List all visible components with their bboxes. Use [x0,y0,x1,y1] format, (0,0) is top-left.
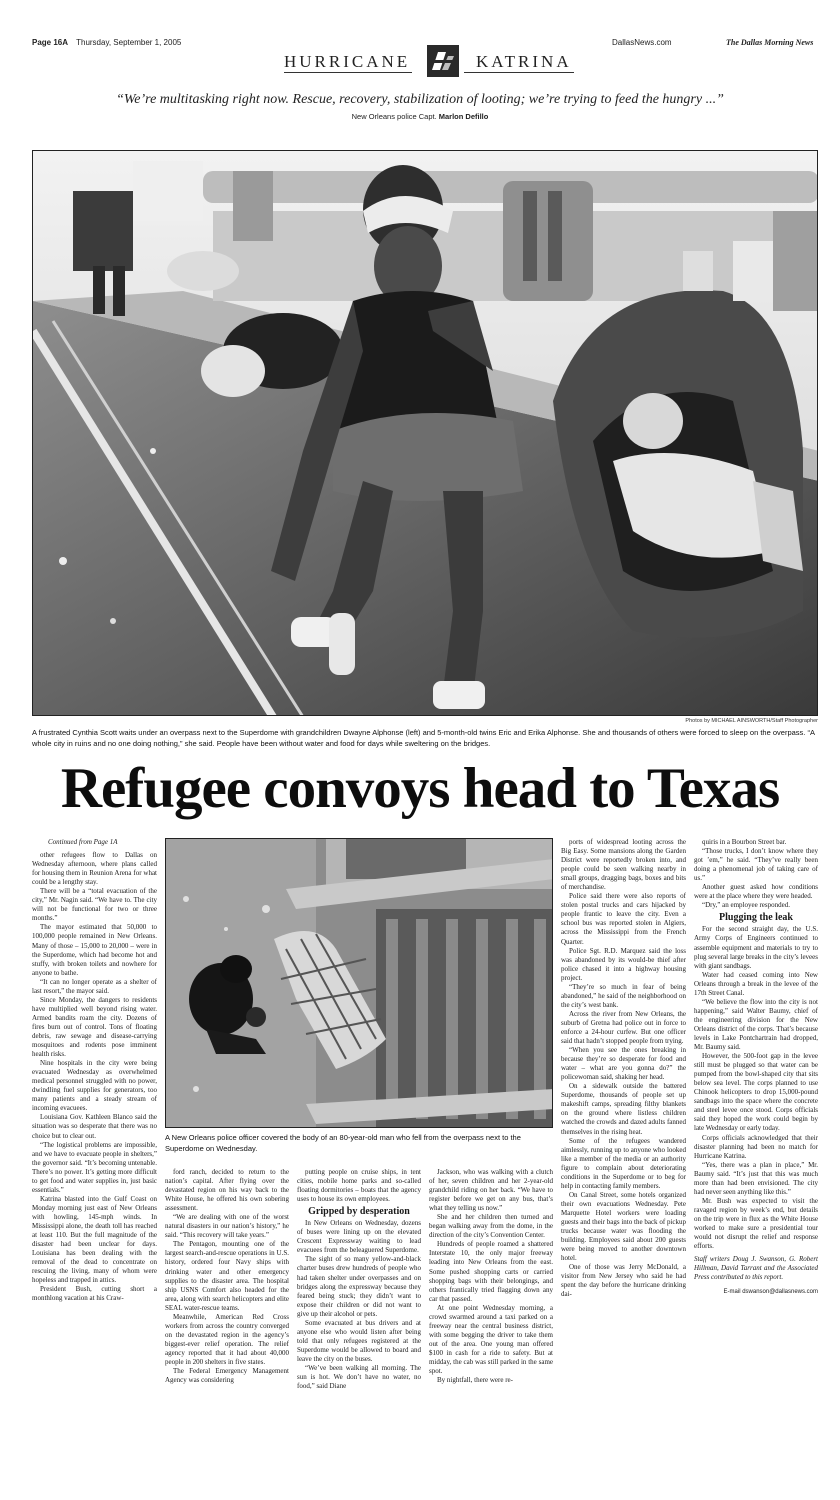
paragraph: For the second straight day, the U.S. Army Corps of Engineers continued to assemble equipment and materials to try to plug several large breaks in the city’s levees with giant sandbags. [694,925,818,970]
paragraph: One of those was Jerry McDonald, a visitor from New Jersey who said he had spent the day before the hurricane drinking dai- [561,1263,686,1299]
paragraph: By nightfall, there were re- [437,1376,513,1385]
paragraph: Some of the refugees wandered aimlessly, running up to anyone who looked like a member of the media or an authority figure to complain about deteriorating conditions in the Superdome or to beg for help in contacting family members. [561,1136,686,1190]
section-rule-right [464,72,574,73]
main-caption-rest: She and thousands of others were forced to sleep on the overpass. “A whole city in ruins and no one doing nothing,” she said. People have been without water and food for days while sweltering on the bridges. [32,728,815,748]
story-column-2 [165,1168,289,1478]
paragraph: However, the 500-foot gap in the levee still must be plugged so that water can be pumped from the bowl-shaped city that sits below sea level. The corps planned to use Chinook helicopters to drop 15,000-pound sandbags into the space where the concrete and steel levee once stood. Corps officials said they hoped the work could begin by late Wednesday or early today. [694,1052,818,1133]
paragraph: Police said there were also reports of stolen postal trucks and cars hijacked by people frantic to leave the city. Even a school bus was reported stolen in Algiers, across the Mississippi from the French Quarter. [561,892,686,946]
paragraph: putting people on cruise ships, in tent cities, mobile home parks and so-called floating dormitories – boats that the agency uses to house its own employees. [297,1168,421,1204]
paragraph: The Pentagon, mounting one of the largest search-and-rescue operations in U.S. history, ordered four Navy ships with drinking water and other emergency supplies to the disaster area. The hospital ship USNS Comfort also headed for the area, along with search helicopters and elite SEAL water-rescue teams. [165,1240,289,1312]
story-column-6 [694,838,818,1478]
main-photo [32,150,818,716]
story-column-5 [561,838,686,1478]
paragraph: She and her children then turned and began walking away from the dome, in the direction of the city’s Convention Center. [429,1213,553,1240]
secondary-photo-caption: A New Orleans police officer covered the body of an 80-year-old man who fell from the overpass next to the Superdome on Wednesday. [165,1133,521,1153]
story-column-4 [429,1168,553,1478]
pull-quote: “We’re multitasking right now. Rescue, recovery, stabilization of looting; we’re trying to feed the hungry ...” [116,92,724,107]
paragraph: Another guest asked how conditions were at the place where they were headed. [694,883,818,901]
hurricane-logo-icon [426,44,460,78]
subhead-desperation: Gripped by desperation [308,1206,410,1218]
paragraph: “It can no longer operate as a shelter of last resort,” the mayor said. [32,977,157,995]
website-link[interactable]: DallasNews.com [612,38,672,47]
paragraph: “We’ve been walking all morning. The sun is hot. We don’t have no water, no food,” said Diane [297,1363,421,1391]
paragraph: Katrina blasted into the Gulf Coast on Monday morning just east of New Orleans with howling, 145-mph winds. In Mississippi alone, the death toll has reached at least 110. But the full magnitude of the disaster had been unclear for days. Louisiana has been dealing with the removal of the dead to concentrate on rescuing the living, many of whom were hopeless and trapped in attics. [32,1194,157,1285]
paragraph: Water had ceased coming into New Orleans through a break in the levee of the 17th Street Canal. [694,970,818,997]
attribution-name: Marlon Defillo [438,112,489,121]
paragraph: Jackson, who was walking with a clutch of her, seven children and her 2-year-old grandchild riding on her back. “We have to register before we get on any bus, that’s what they telling us now.” [429,1168,553,1213]
paragraph: “Dry,” an employee responded. [702,901,790,910]
page-number: Page 16A [32,38,69,47]
paragraph: Police Sgt. R.D. Marquez said the loss was abandoned by its would-be thief after police chased it into a highway housing project. [561,946,686,982]
paragraph: The sight of so many yellow-and-black charter buses drew hundreds of people who had taken shelter under overpasses and on bridges along the expressway because they feared being stuck; they didn’t want to expose their children or did not want to give up their alcohol or pets. [297,1255,421,1318]
paragraph: Corps officials acknowledged that their disaster planning had been no match for Hurricane Katrina. [694,1133,818,1160]
paragraph: At one point Wednesday morning, a crowd swarmed around a taxi parked on a freeway near the central business district, with some begging the driver to take them out of the area. One young man offered $100 in cash for a ride to safety. But at midday, the cab was still parked in the same spot. [429,1303,553,1376]
paragraph: “We believe the flow into the city is not happening,” said Walter Baumy, chief of the engineering division for the New Orleans district of the corps. That’s because levels in Lake Pontchartrain had dropped, Mr. Baumy said. [694,997,818,1052]
paragraph: Hundreds of people roamed a shattered Interstate 10, the only major freeway leading into New Orleans from the east. Some pushed shopping carts or carried shopping bags with their belongings, and others frantically tried flagging down any car that passed. [429,1240,553,1303]
issue-date: Thursday, September 1, 2005 [76,38,182,47]
secondary-photo [165,838,553,1128]
main-photo-caption [32,727,818,749]
paragraph: ports of widespread looting across the Big Easy. Some mansions along the Garden District were reportedly broken into, and people could be seen walking nearby in small groups, dragging bags, boxes and bits of merchandise. [561,838,686,892]
paragraph: Some evacuated at bus drivers and at anyone else who would listen after being told that only refugees registered at the Superdome would be allowed to board and leave the city on the buses. [297,1318,421,1363]
contributor-credit: Staff writers Doug J. Swanson, G. Robert Hillman, David Tarrant and the Associated Press contributed to this report. [694,1255,818,1282]
paragraph: Since Monday, the dangers to residents have multiplied well beyond rising water. Armed bandits roam the city. Dozens of fires burn out of control. Tons of floating debris, raw sewage and disease-carrying mosquitoes and rodents pose imminent health risks. [32,995,157,1059]
paragraph: President Bush, cutting short a monthlong vacation at his Craw- [32,1285,157,1303]
paragraph: quiris in a Bourbon Street bar. [702,838,787,846]
section-word-right: KATRINA [476,52,572,71]
paragraph: Louisiana Gov. Kathleen Blanco said the situation was so desperate that there was no choice but to clear out. [32,1113,157,1140]
main-photo-illustration [33,151,818,716]
main-caption-lead: A frustrated Cynthia Scott waits under an overpass next to the Superdome with grandchildren Dwayne Alphonse (left) and 5-month-old twins Eric and Erika Alphonse. [32,728,581,737]
photo-credit: Photos by MICHAEL AINSWORTH/Staff Photographer [685,718,818,724]
paragraph: “They’re so much in fear of being abandoned,” he said of the neighborhood on the city’s west bank. [561,982,686,1009]
paragraph: On Canal Street, some hotels organized their own evacuations Wednesday. Pete Marquette Hotel workers were loading guests and their bags into the back of pickup trucks because water was flooding the building. Employees said about 200 guests were being moved to another downtown hotel. [561,1190,686,1263]
paragraph: “We are dealing with one of the worst natural disasters in our nation’s history,” he said. “This recovery will take years.” [165,1213,289,1240]
paragraph: In New Orleans on Wednesday, dozens of buses were lining up on the elevated Crescent Expressway waiting to lead evacuees from the beleaguered Superdome. [297,1219,421,1255]
jump-line: Continued from Page 1A [48,838,118,846]
section-signature [284,44,574,84]
paragraph: “Yes, there was a plan in place,” Mr. Baumy said. “It’s just that this was much more than had been envisioned. The city had never seen anything like this.” [694,1160,818,1196]
paragraph: On a sidewalk outside the battered Superdome, thousands of people set up makeshift camps, spreading filthy blankets on the ground where listless children watched the crowds and dazed adults fanned themselves in the rising heat. [561,1082,686,1136]
paragraph: “When you see the ones breaking in because they’re so desperate for food and water – what are you gonna do?” the policewoman said, shaking her head. [561,1046,686,1082]
attribution-role: New Orleans police Capt. [351,112,437,121]
author-email[interactable]: E-mail dswanson@dallasnews.com [723,1289,818,1296]
paragraph: The mayor estimated that 50,000 to 100,000 people remained in New Orleans. Many of those – 15,000 to 20,000 – were in the Superdome, which had become hot and stuffy, with broken toilets and nowhere for anyone to bathe. [32,923,157,977]
secondary-photo-illustration [166,839,553,1128]
subhead-leak: Plugging the leak [719,912,793,924]
paragraph: Meanwhile, American Red Cross workers from across the country converged on the devastated region in the agency’s biggest-ever relief operation. The relief agency reported that it had about 40,000 people in 200 shelters in five states. [165,1312,289,1366]
paragraph: Across the river from New Orleans, the suburb of Gretna had police out in force to enforce a 24-hour curfew. But one officer said that hadn’t stopped people from trying. [561,1009,686,1046]
folio-left [32,38,181,47]
paragraph: There will be a “total evacuation of the city,” Mr. Nagin said. “We have to. The city will not be functional for two or three months.” [32,887,157,923]
paragraph: ford ranch, decided to return to the nation’s capital. After flying over the devastated region on his way back to the White House, he offered his own sobering assessment. [165,1168,289,1213]
paragraph: The Federal Emergency Management Agency was considering [165,1367,289,1385]
story-column-3 [297,1168,421,1478]
pull-quote-attribution [0,112,840,121]
newspaper-name: The Dallas Morning News [726,38,814,47]
paragraph: “Those trucks, I don’t know where they got ’em,” he said. “They’ve really been doing a phenomenal job of taking care of us.” [694,847,818,883]
paragraph: Mr. Bush was expected to visit the ravaged region by week’s end, but details on the trip were in flux as the White House worked to make sure a presidential tour would not disrupt the relief and response efforts. [694,1196,818,1251]
paragraph: Nine hospitals in the city were being evacuated Wednesday as overwhelmed medical personnel struggled with no power, dwindling fuel supplies for generators, too many patients and a steady stream of incoming evacuees. [32,1059,157,1113]
paragraph: “The logistical problems are impossible, and we have to evacuate people in shelters,” the governor said. “It’s becoming untenable. There’s no power. It’s getting more difficult to get food and water supplies in, just basic essentials.” [32,1140,157,1194]
section-word-left: HURRICANE [284,52,411,71]
headline: Refugee convoys head to Texas [60,757,780,820]
paragraph: other refugees flow to Dallas on Wednesday afternoon, where plans called for housing them in Reunion Arena for what could be a lengthy stay. [32,851,157,887]
section-rule-left [284,72,412,73]
story-column-1 [32,838,157,1478]
